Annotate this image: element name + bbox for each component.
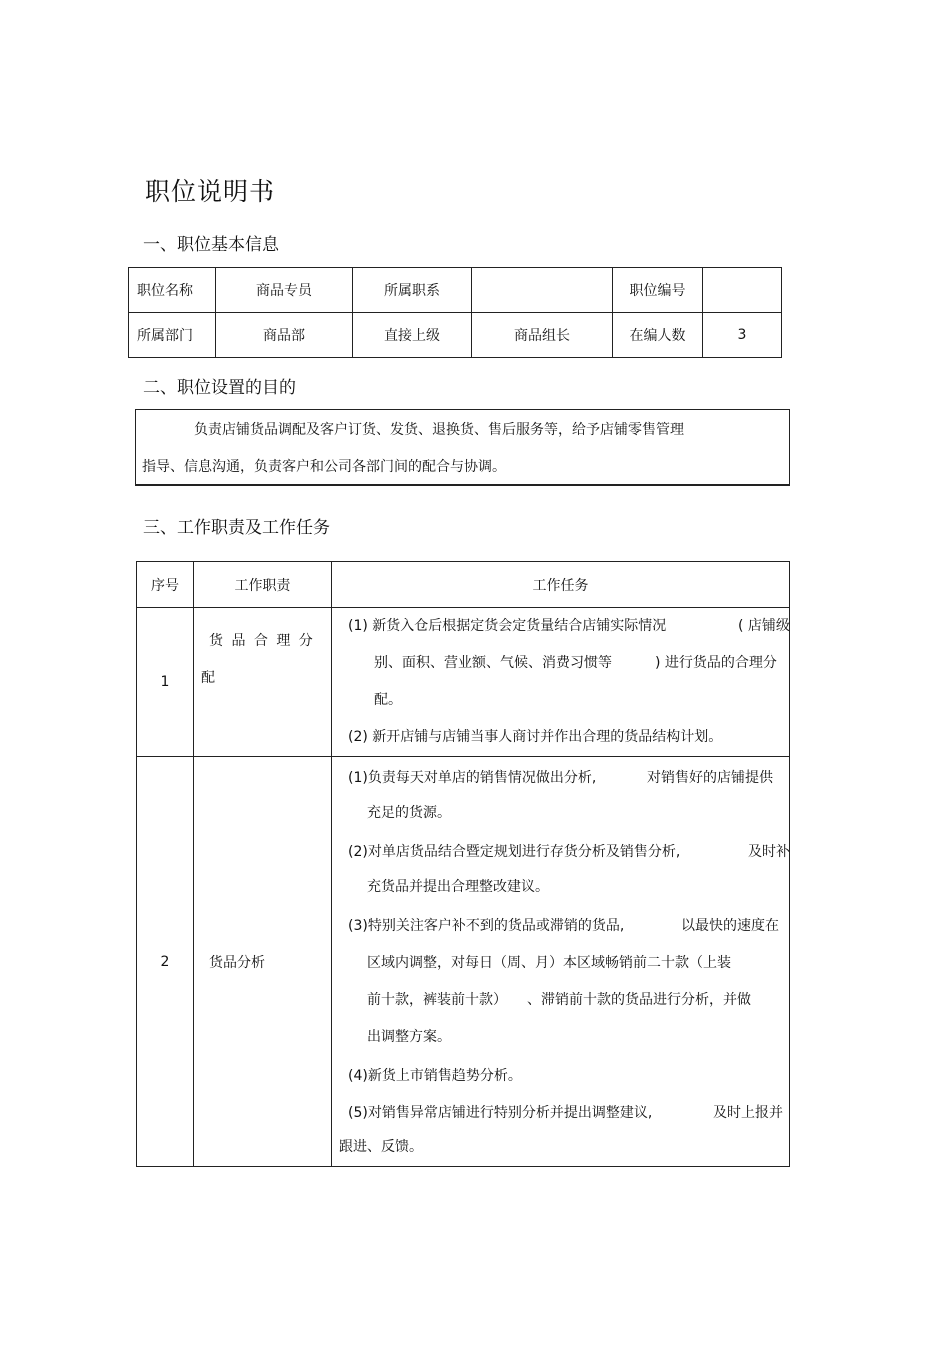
task-text: (4)新货上市销售趋势分析。 [348, 1068, 522, 1084]
row-tasks [332, 608, 790, 757]
duty-line-1: 货 品 合 理 分 [209, 633, 315, 649]
value-position-code [703, 268, 782, 313]
table-row [129, 268, 782, 313]
label-headcount: 在编人数 [613, 313, 703, 358]
duties-table [136, 561, 790, 1167]
task-text: ( 店铺级 [738, 618, 790, 634]
table-row [137, 757, 790, 1167]
row-tasks [332, 757, 790, 1167]
task-text: (1) 新货入仓后根据定货会定货量结合店铺实际情况 [348, 618, 667, 634]
section-heading-basic-info: 一、职位基本信息 [143, 235, 279, 255]
task-text: 出调整方案。 [367, 1029, 451, 1045]
value-department: 商品部 [216, 313, 353, 358]
purpose-box [135, 409, 790, 486]
label-position-code: 职位编号 [613, 268, 703, 313]
section-heading-purpose: 二、职位设置的目的 [143, 378, 296, 398]
table-row [129, 313, 782, 358]
label-job-family: 所属职系 [353, 268, 472, 313]
task-text: 以最快的速度在 [681, 918, 779, 934]
task-text: (3)特别关注客户补不到的货品或滞销的货品, [348, 918, 625, 934]
header-duty: 工作职责 [194, 562, 332, 608]
task-text: 充货品并提出合理整改建议。 [367, 879, 549, 895]
basic-info-table [128, 267, 782, 358]
duty-line-2: 配 [201, 670, 215, 686]
task-text: ) 进行货品的合理分 [655, 655, 777, 671]
task-text: 配。 [374, 692, 402, 708]
table-row [137, 608, 790, 757]
row-no: 1 [137, 608, 194, 757]
label-department: 所属部门 [129, 313, 216, 358]
value-headcount: 3 [703, 313, 782, 358]
task-text: 对销售好的店铺提供 [647, 770, 773, 786]
task-text: (5)对销售异常店铺进行特别分析并提出调整建议, [348, 1105, 653, 1121]
value-supervisor: 商品组长 [472, 313, 613, 358]
task-text: 及时上报并 [713, 1105, 783, 1121]
task-text: 充足的货源。 [367, 805, 451, 821]
table-header-row [137, 562, 790, 608]
purpose-line-1: 负责店铺货品调配及客户订货、发货、退换货、售后服务等，给予店铺零售管理 [194, 422, 684, 438]
row-duty [194, 608, 332, 757]
task-text: (1)负责每天对单店的销售情况做出分析, [348, 770, 597, 786]
label-position-name: 职位名称 [129, 268, 216, 313]
task-text: (2) 新开店铺与店铺当事人商讨并作出合理的货品结构计划。 [348, 729, 723, 745]
task-text: 、滞销前十款的货品进行分析，并做 [527, 992, 751, 1008]
row-duty: 货品分析 [194, 757, 332, 1167]
section-heading-duties: 三、工作职责及工作任务 [143, 518, 330, 538]
header-no: 序号 [137, 562, 194, 608]
task-text: 及时补 [748, 844, 790, 860]
task-text: 别、面积、营业额、气候、消费习惯等 [374, 655, 612, 671]
task-text: 跟进、反馈。 [339, 1139, 423, 1155]
row-no: 2 [137, 757, 194, 1167]
purpose-line-2: 指导、信息沟通，负责客户和公司各部门间的配合与协调。 [142, 459, 506, 475]
task-text: 区域内调整，对每日（周、月）本区域畅销前二十款（上装 [367, 955, 731, 971]
document-title: 职位说明书 [145, 177, 276, 206]
value-job-family [472, 268, 613, 313]
task-text: (2)对单店货品结合暨定规划进行存货分析及销售分析, [348, 844, 681, 860]
task-text: 前十款，裤装前十款） [367, 992, 507, 1008]
label-supervisor: 直接上级 [353, 313, 472, 358]
value-position-name: 商品专员 [216, 268, 353, 313]
header-tasks: 工作任务 [332, 562, 790, 608]
